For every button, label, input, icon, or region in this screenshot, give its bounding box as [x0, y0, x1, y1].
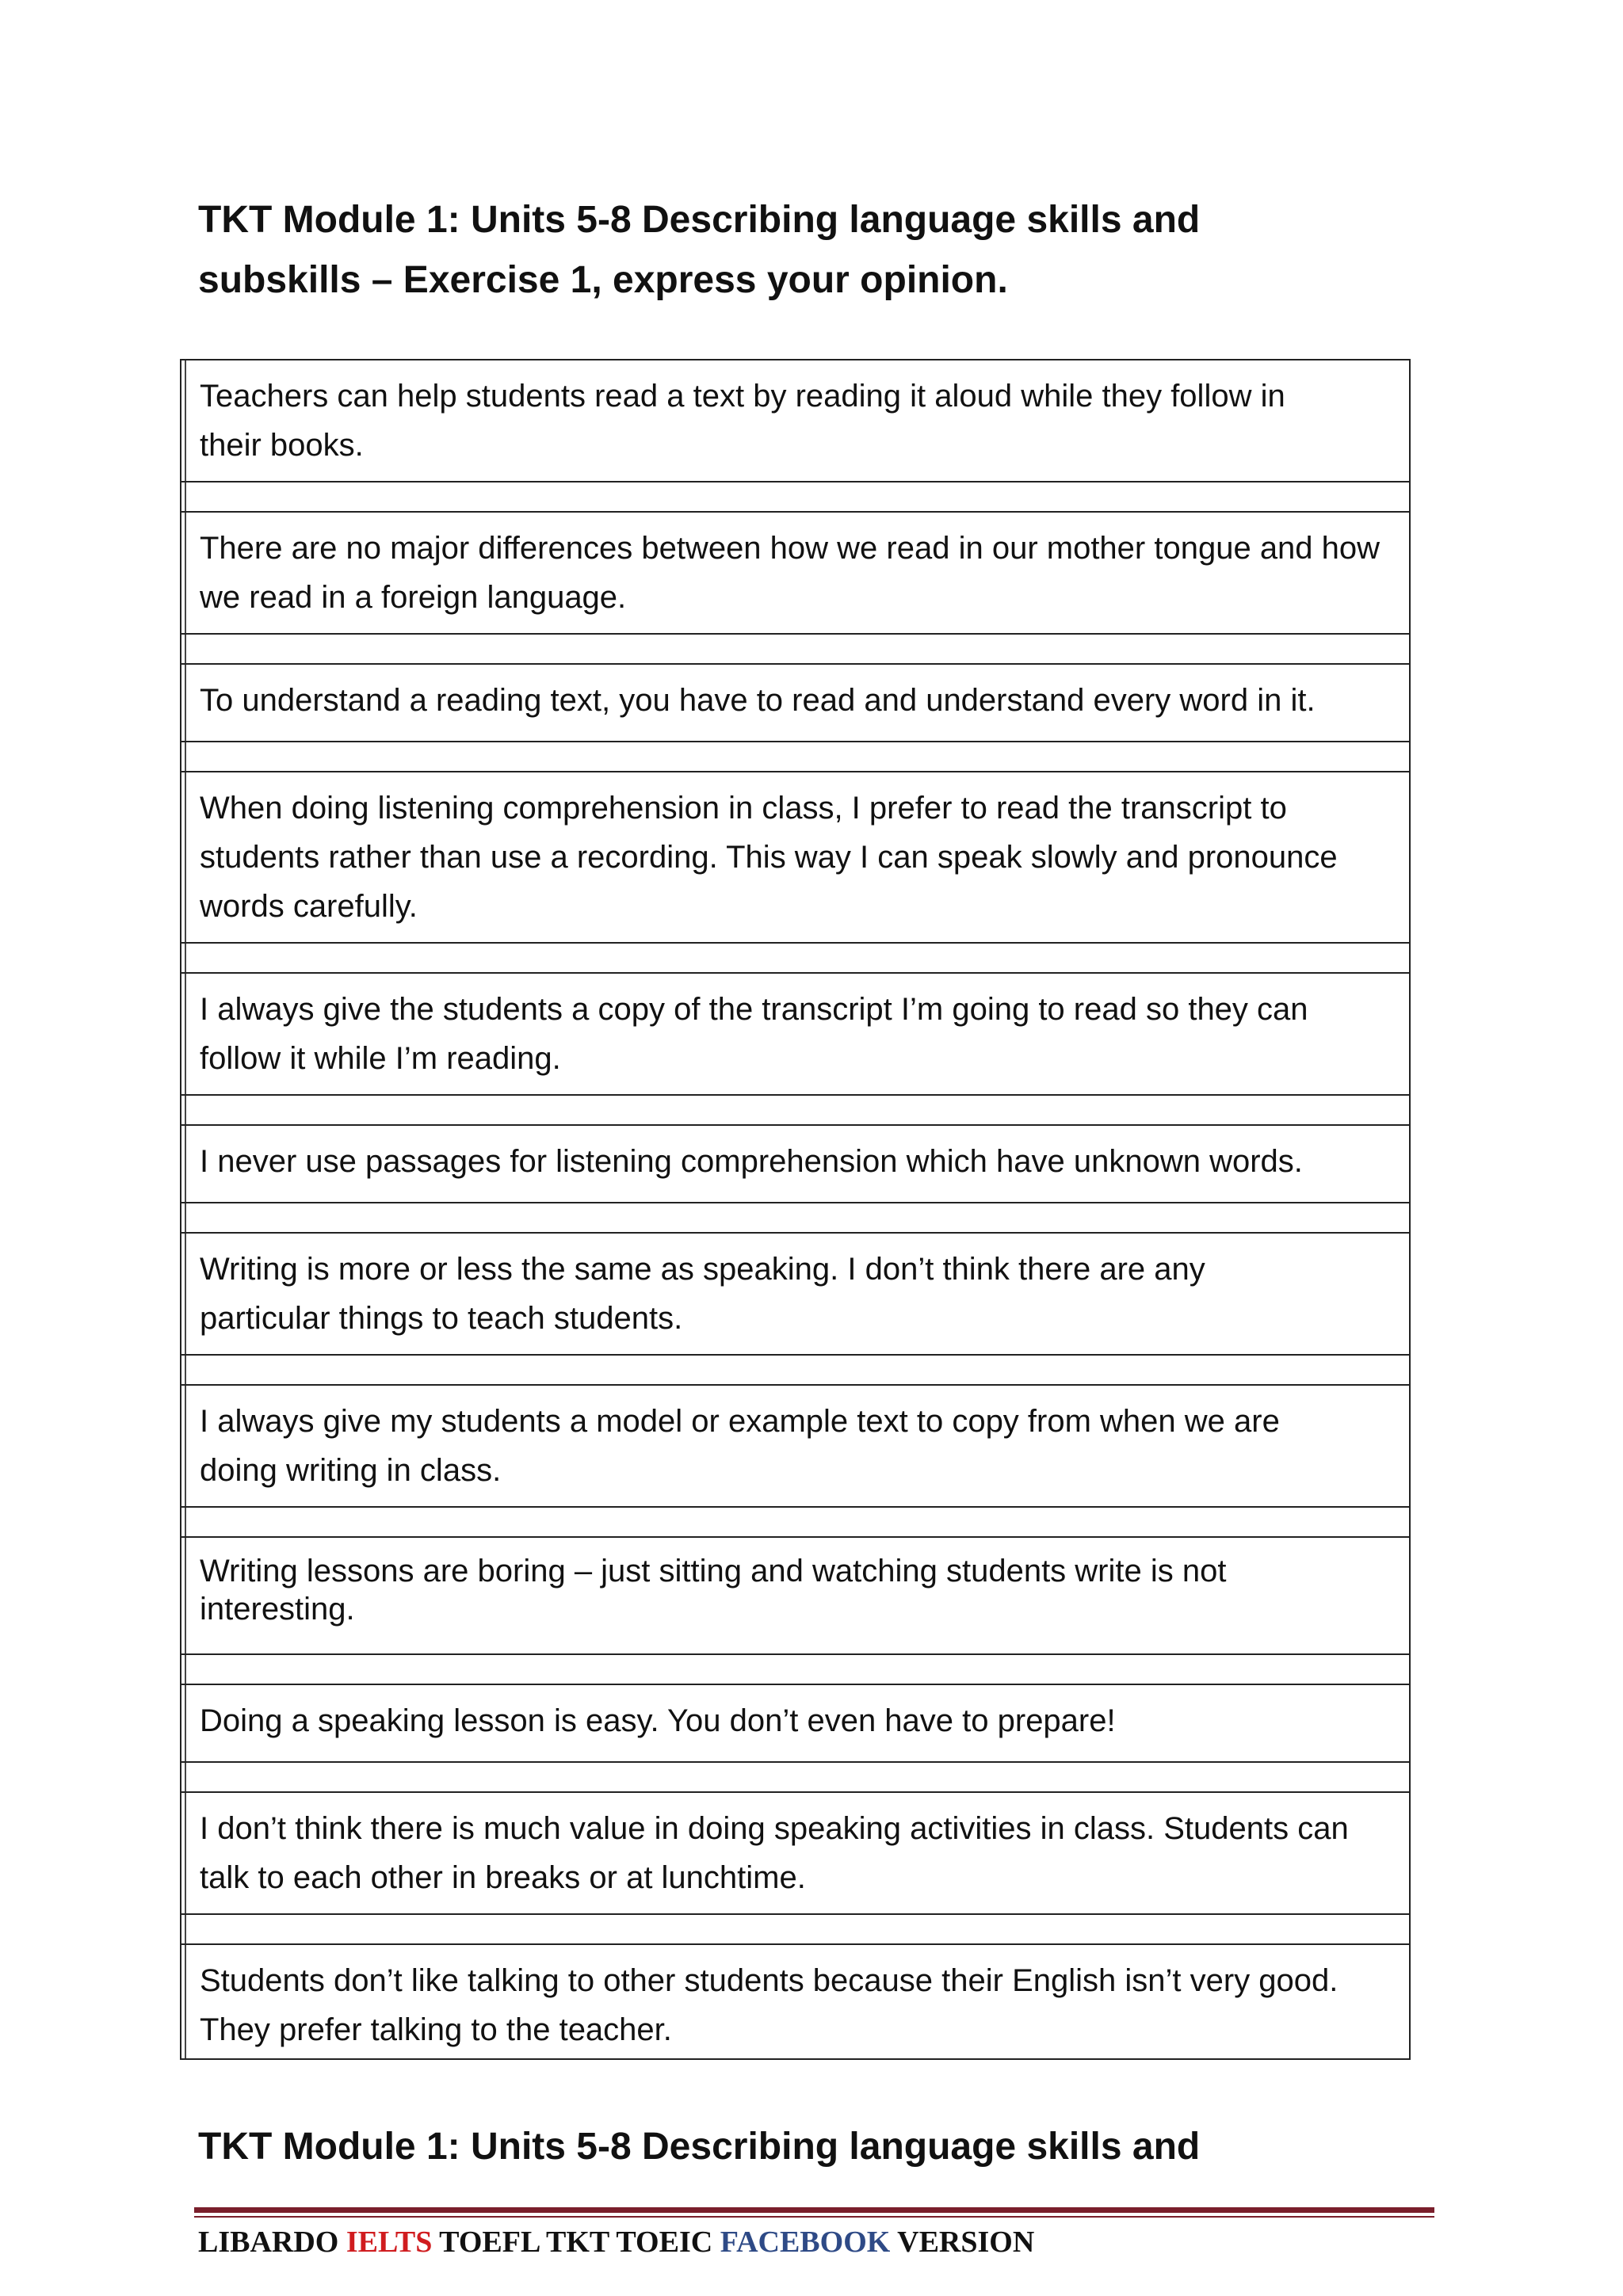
- footer-facebook: FACEBOOK: [720, 2225, 891, 2259]
- statement-row: [181, 1685, 1409, 1763]
- section-heading: TKT Module 1: Units 5-8 Describing language skills and: [198, 2126, 1201, 2168]
- page-title: [198, 190, 1387, 311]
- statement-text: Teachers can help students read a text by reading it aloud while they follow in their books.: [200, 379, 1285, 463]
- statement-text: I always give the students a copy of the transcript I’m going to read so they can follow it while I’m reading.: [200, 992, 1308, 1076]
- footer-text: [198, 2222, 1034, 2262]
- statement-row: [181, 360, 1409, 482]
- statement-row: [181, 1793, 1409, 1915]
- statement-text: There are no major differences between how we read in our mother tongue and how we read in a foreign language.: [200, 531, 1381, 615]
- footer-rule-thin: [194, 2216, 1434, 2218]
- statements-table: [180, 359, 1411, 2060]
- statement-text: When doing listening comprehension in class, I prefer to read the transcript to students rather than use a recording. This way I can speak slowly and pronounce words carefully.: [200, 791, 1338, 924]
- title-line-2: subskills – Exercise 1, express your opinion.: [198, 259, 1008, 301]
- statement-text: I don’t think there is much value in doing speaking activities in class. Students can talk to each other in breaks or at lunchtime.: [200, 1811, 1349, 1895]
- row-spacer: [181, 482, 1409, 513]
- footer-rule: [194, 2207, 1434, 2213]
- footer-version: VERSION: [890, 2225, 1035, 2259]
- row-spacer: [181, 1508, 1409, 1538]
- row-spacer: [181, 1915, 1409, 1945]
- statement-text: Doing a speaking lesson is easy. You don’t even have to prepare!: [200, 1703, 1116, 1738]
- statement-row: [181, 772, 1409, 944]
- row-spacer: [181, 635, 1409, 665]
- statement-row: [181, 1234, 1409, 1356]
- statement-text: To understand a reading text, you have to read and understand every word in it.: [200, 683, 1316, 718]
- statement-text: I always give my students a model or example text to copy from when we are doing writing in class.: [200, 1404, 1280, 1488]
- title-line-1: TKT Module 1: Units 5-8 Describing language skills and: [198, 199, 1201, 241]
- footer-exams: TOEFL TKT TOEIC: [432, 2225, 720, 2259]
- statement-text: Writing is more or less the same as speaking. I don’t think there are any particular things to teach students.: [200, 1252, 1205, 1336]
- row-spacer: [181, 1356, 1409, 1386]
- row-spacer: [181, 1655, 1409, 1685]
- footer-author: LIBARDO: [198, 2225, 346, 2259]
- statement-row: [181, 513, 1409, 635]
- statement-text: Writing lessons are boring – just sitting and watching students write is not interesting.: [200, 1554, 1227, 1627]
- statement-row: [181, 974, 1409, 1096]
- statement-row: [181, 1126, 1409, 1203]
- statement-row: [181, 1945, 1409, 2058]
- statement-text: I never use passages for listening comprehension which have unknown words.: [200, 1144, 1303, 1179]
- row-spacer: [181, 1203, 1409, 1234]
- statement-row: [181, 1386, 1409, 1508]
- statement-text: Students don’t like talking to other students because their English isn’t very good. They prefer talking to the teacher.: [200, 1963, 1338, 2047]
- statement-row: [181, 1538, 1409, 1655]
- row-spacer: [181, 742, 1409, 772]
- row-spacer: [181, 1096, 1409, 1126]
- statement-row: [181, 665, 1409, 742]
- footer-ielts: IELTS: [346, 2225, 433, 2259]
- row-spacer: [181, 944, 1409, 974]
- row-spacer: [181, 1763, 1409, 1793]
